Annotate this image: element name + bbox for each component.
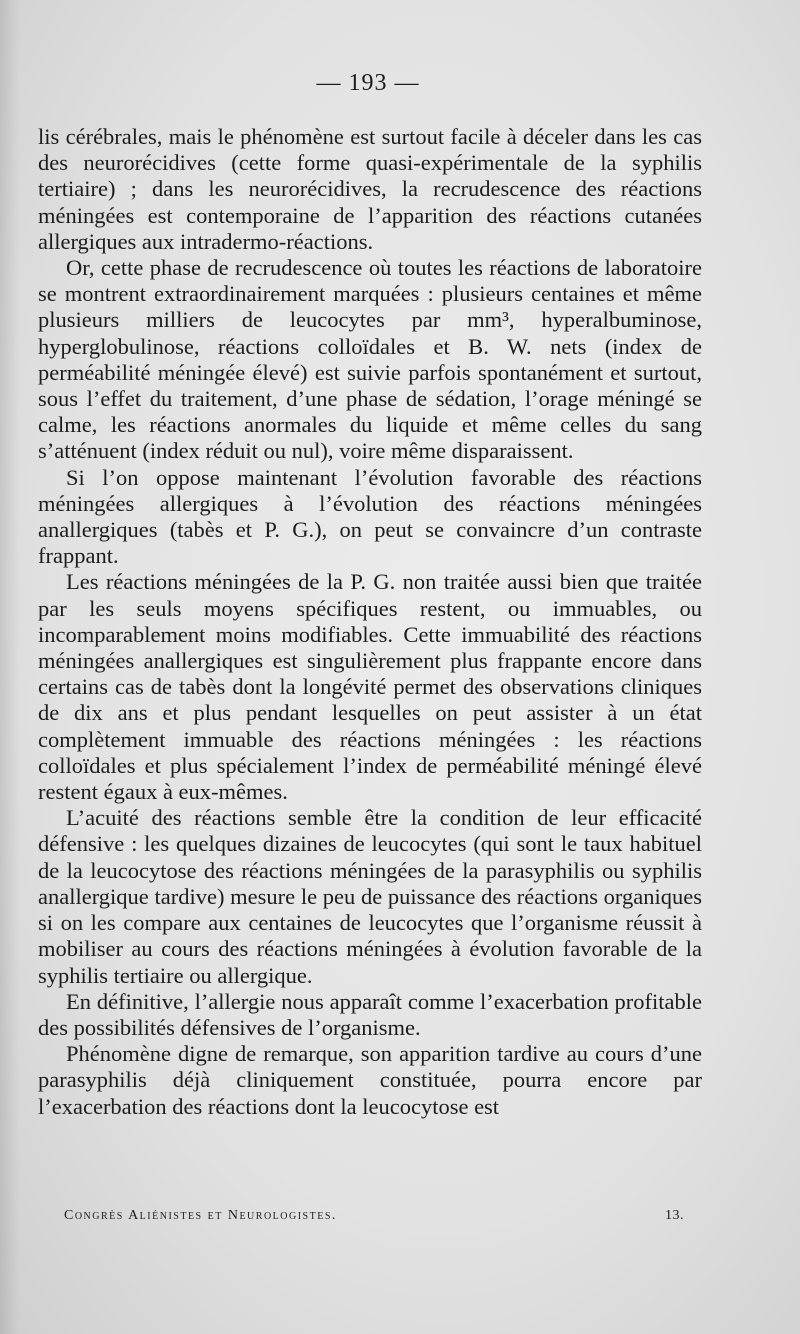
paragraph: L’acuité des réactions semble être la condition de leur efficacité défensive : les quelques dizaines de leucocytes (qui sont le taux habituel de la leucocytose des réactions méningées de la parasyphilis ou syphilis anallergique tardive) mesure le peu de puissance des réactions organiques si on les compare aux centaines de leucocytes que l’organisme réussit à mobiliser au cours des réactions méningées à évolution favorable de la syphilis tertiaire ou allergique.	[38, 805, 702, 988]
paragraph: lis cérébrales, mais le phénomène est surtout facile à déceler dans les cas des neurorécidives (cette forme quasi-expérimentale de la syphilis tertiaire) ; dans les neurorécidives, la recrudescence des réactions méningées est contemporaine de l’apparition des réactions cutanées allergiques aux intradermo-réactions.	[38, 124, 702, 254]
paragraph: Si l’on oppose maintenant l’évolution favorable des réactions méningées allergiques à l’évolution des réactions méningées anallergiques (tabès et P. G.), on peut se convaincre d’un contraste frappant.	[38, 464, 702, 569]
binding-shadow	[0, 0, 20, 1334]
footer-title: Congrès Aliénistes et Neurologistes.	[64, 1208, 337, 1223]
paragraph: En définitive, l’allergie nous apparaît comme l’exacerbation profitable des possibilités défensives de l’organisme.	[38, 988, 702, 1040]
signature-mark: 13.	[665, 1208, 684, 1223]
page-number: — 193 —	[316, 70, 420, 96]
body-text	[38, 124, 702, 1120]
paragraph: Les réactions méningées de la P. G. non traitée aussi bien que traitée par les seuls moyens spécifiques restent, ou immuables, ou incomparablement moins modifiables. Cette immuabilité des réactions méningées anallergiques est singulièrement plus frappante encore dans certains cas de tabès dont la longévité permet des observations cliniques de dix ans et plus pendant lesquelles on peut assister à un état complètement immuable des réactions méningées : les réactions colloïdales et plus spécialement l’index de perméabilité méningé élevé restent égaux à eux-mêmes.	[38, 569, 702, 805]
paragraph: Or, cette phase de recrudescence où toutes les réactions de laboratoire se montrent extraordinairement marquées : plusieurs centaines et même plusieurs milliers de leucocytes par mm³, hyperalbuminose, hyperglobulinose, réactions colloïdales et B. W. nets (index de perméabilité méningée élevé) est suivie parfois spontanément et surtout, sous l’effet du traitement, d’une phase de sédation, l’orage méningé se calme, les réactions anormales du liquide et même celles du sang s’atténuent (index réduit ou nul), voire même disparaissent.	[38, 255, 702, 464]
page-footer	[64, 1208, 684, 1224]
paragraph: Phénomène digne de remarque, son apparition tardive au cours d’une parasyphilis déjà cliniquement constituée, pourra encore par l’exacerbation des réactions dont la leucocytose est	[38, 1041, 702, 1119]
